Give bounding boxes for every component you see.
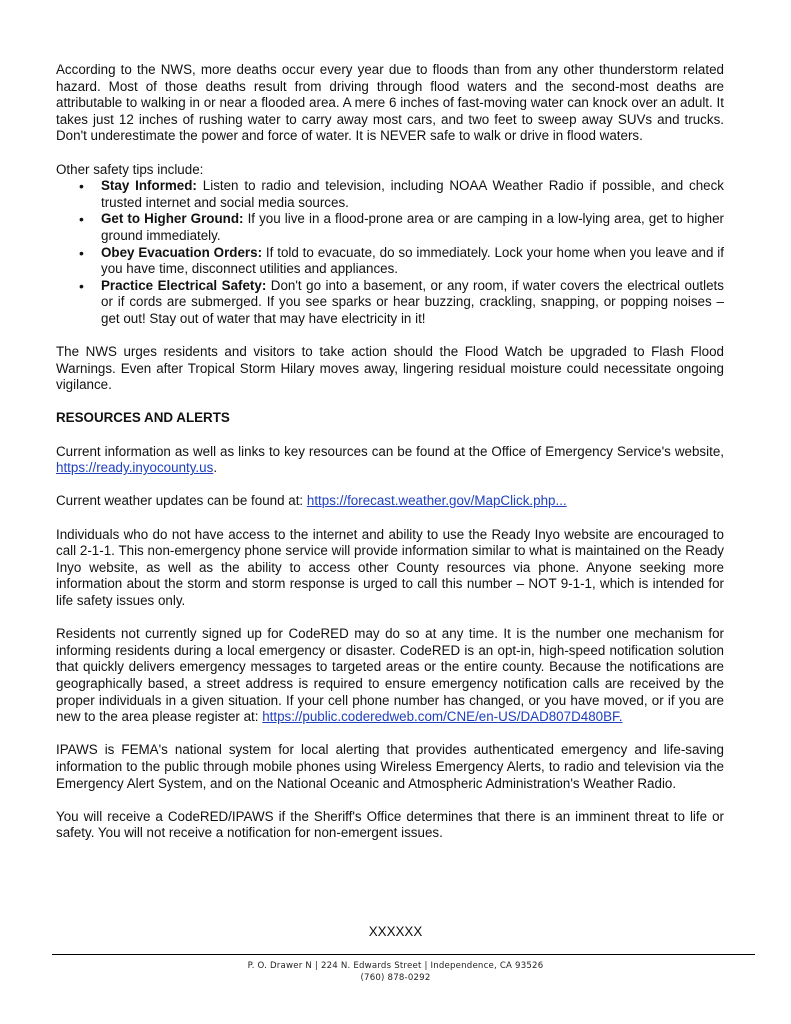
forecast-link[interactable]: https://forecast.weather.gov/MapClick.php... [306,493,567,509]
ipaws-paragraph: IPAWS is FEMA's national system for local alerting that provides authenticated emergency and life-saving information to the public through mobile phones using Wireless Emergency Alerts, to radio and television via the Emergency Alert System, and on the National Oceanic and Atmospheric Administration's Weather Radio. [56,742,724,791]
document-body [56,62,724,842]
list-item [101,211,724,244]
tips-lead: Other safety tips include: [56,161,204,177]
safety-tips-list [56,178,724,327]
nws-urges-paragraph: The NWS urges residents and visitors to take action should the Flood Watch be upgraded to Flash Flood Warnings. Even after Tropical Storm Hilary moves away, lingering residual moisture could necessitate ongoing vigilance. [56,344,724,393]
tip-title: Stay Informed: [101,178,197,194]
tip-title: Get to Higher Ground: [101,211,244,227]
list-item [101,245,724,278]
oes-paragraph [56,444,724,477]
codered-paragraph [56,626,724,726]
signoff-mark: XXXXXX [368,924,423,939]
list-item [101,178,724,211]
call-211-paragraph: Individuals who do not have access to the internet and ability to use the Ready Inyo website are encouraged to call 2-1-1. This non-emergency phone service will provide information similar to what is maintained on the Ready Inyo website, as well as the ability to access other County resources via phone. Anyone seeking more information about the storm and storm response is urged to call this number – NOT 9-1-1, which is intended for life safety issues only. [56,526,724,608]
tip-title: Practice Electrical Safety: [101,277,267,293]
codered-register-link[interactable]: https://public.coderedweb.com/CNE/en-US/DAD807D480BF. [262,709,623,725]
receive-paragraph: You will receive a CodeRED/IPAWS if the Sheriff's Office determines that there is an imminent threat to life or safety. You will not receive a notification for non-emergent issues. [56,808,724,841]
footer-address: P. O. Drawer N | 224 N. Edwards Street | Independence, CA 93526 [247,961,544,971]
tip-text: If you live in a flood-prone area or are camping in a low-lying area, get to higher ground immediately. [101,211,724,243]
resources-heading: RESOURCES AND ALERTS [56,410,230,426]
tip-text: Don't go into a basement, or any room, if water covers the electrical outlets or if cords are submerged. If you see sparks or hear buzzing, crackling, snapping, or popping noises – get out! Stay out of water that may have electricity in it! [101,277,724,326]
oes-end: . [213,460,218,476]
footer-divider [52,954,755,955]
ready-inyo-link[interactable]: https://ready.inyocounty.us [56,460,214,476]
tip-title: Obey Evacuation Orders: [101,244,263,260]
flood-deaths-paragraph: According to the NWS, more deaths occur every year due to floods than from any other thunderstorm related hazard. Most of those deaths result from driving through flood waters and the second-most deaths are attributable to walking in or near a flooded area. A mere 6 inches of fast-moving water can knock over an adult. It takes just 12 inches of rushing water to carry away most cars, and two feet to sweep away SUVs and trucks. Don't underestimate the power and force of water. It is NEVER safe to walk or drive in flood waters. [56,62,724,144]
tip-text: Listen to radio and television, including NOAA Weather Radio if possible, and check trusted internet and social media sources. [101,178,725,210]
codered-text: Residents not currently signed up for CodeRED may do so at any time. It is the number one mechanism for informing residents during a local emergency or disaster. CodeRED is an opt-in, high-speed notification solution that quickly delivers emergency messages to targeted areas or the entire county. Because the notifications are geographically based, a street address is required to ensure emergency notification calls are received by the proper individuals in a given situation. If your cell phone number has changed, or you have moved, or if you are new to the area please register at: [56,626,724,725]
footer [0,960,791,984]
tip-text: If told to evacuate, do so immediately. Lock your home when you leave and if you have time, disconnect utilities and appliances. [101,244,724,277]
footer-phone: (760) 878-0292 [360,973,431,983]
weather-paragraph [56,493,724,510]
oes-text: Current information as well as links to key resources can be found at the Office of Emergency Service's website, [56,443,724,459]
weather-text: Current weather updates can be found at: [56,493,307,509]
list-item [101,278,724,328]
